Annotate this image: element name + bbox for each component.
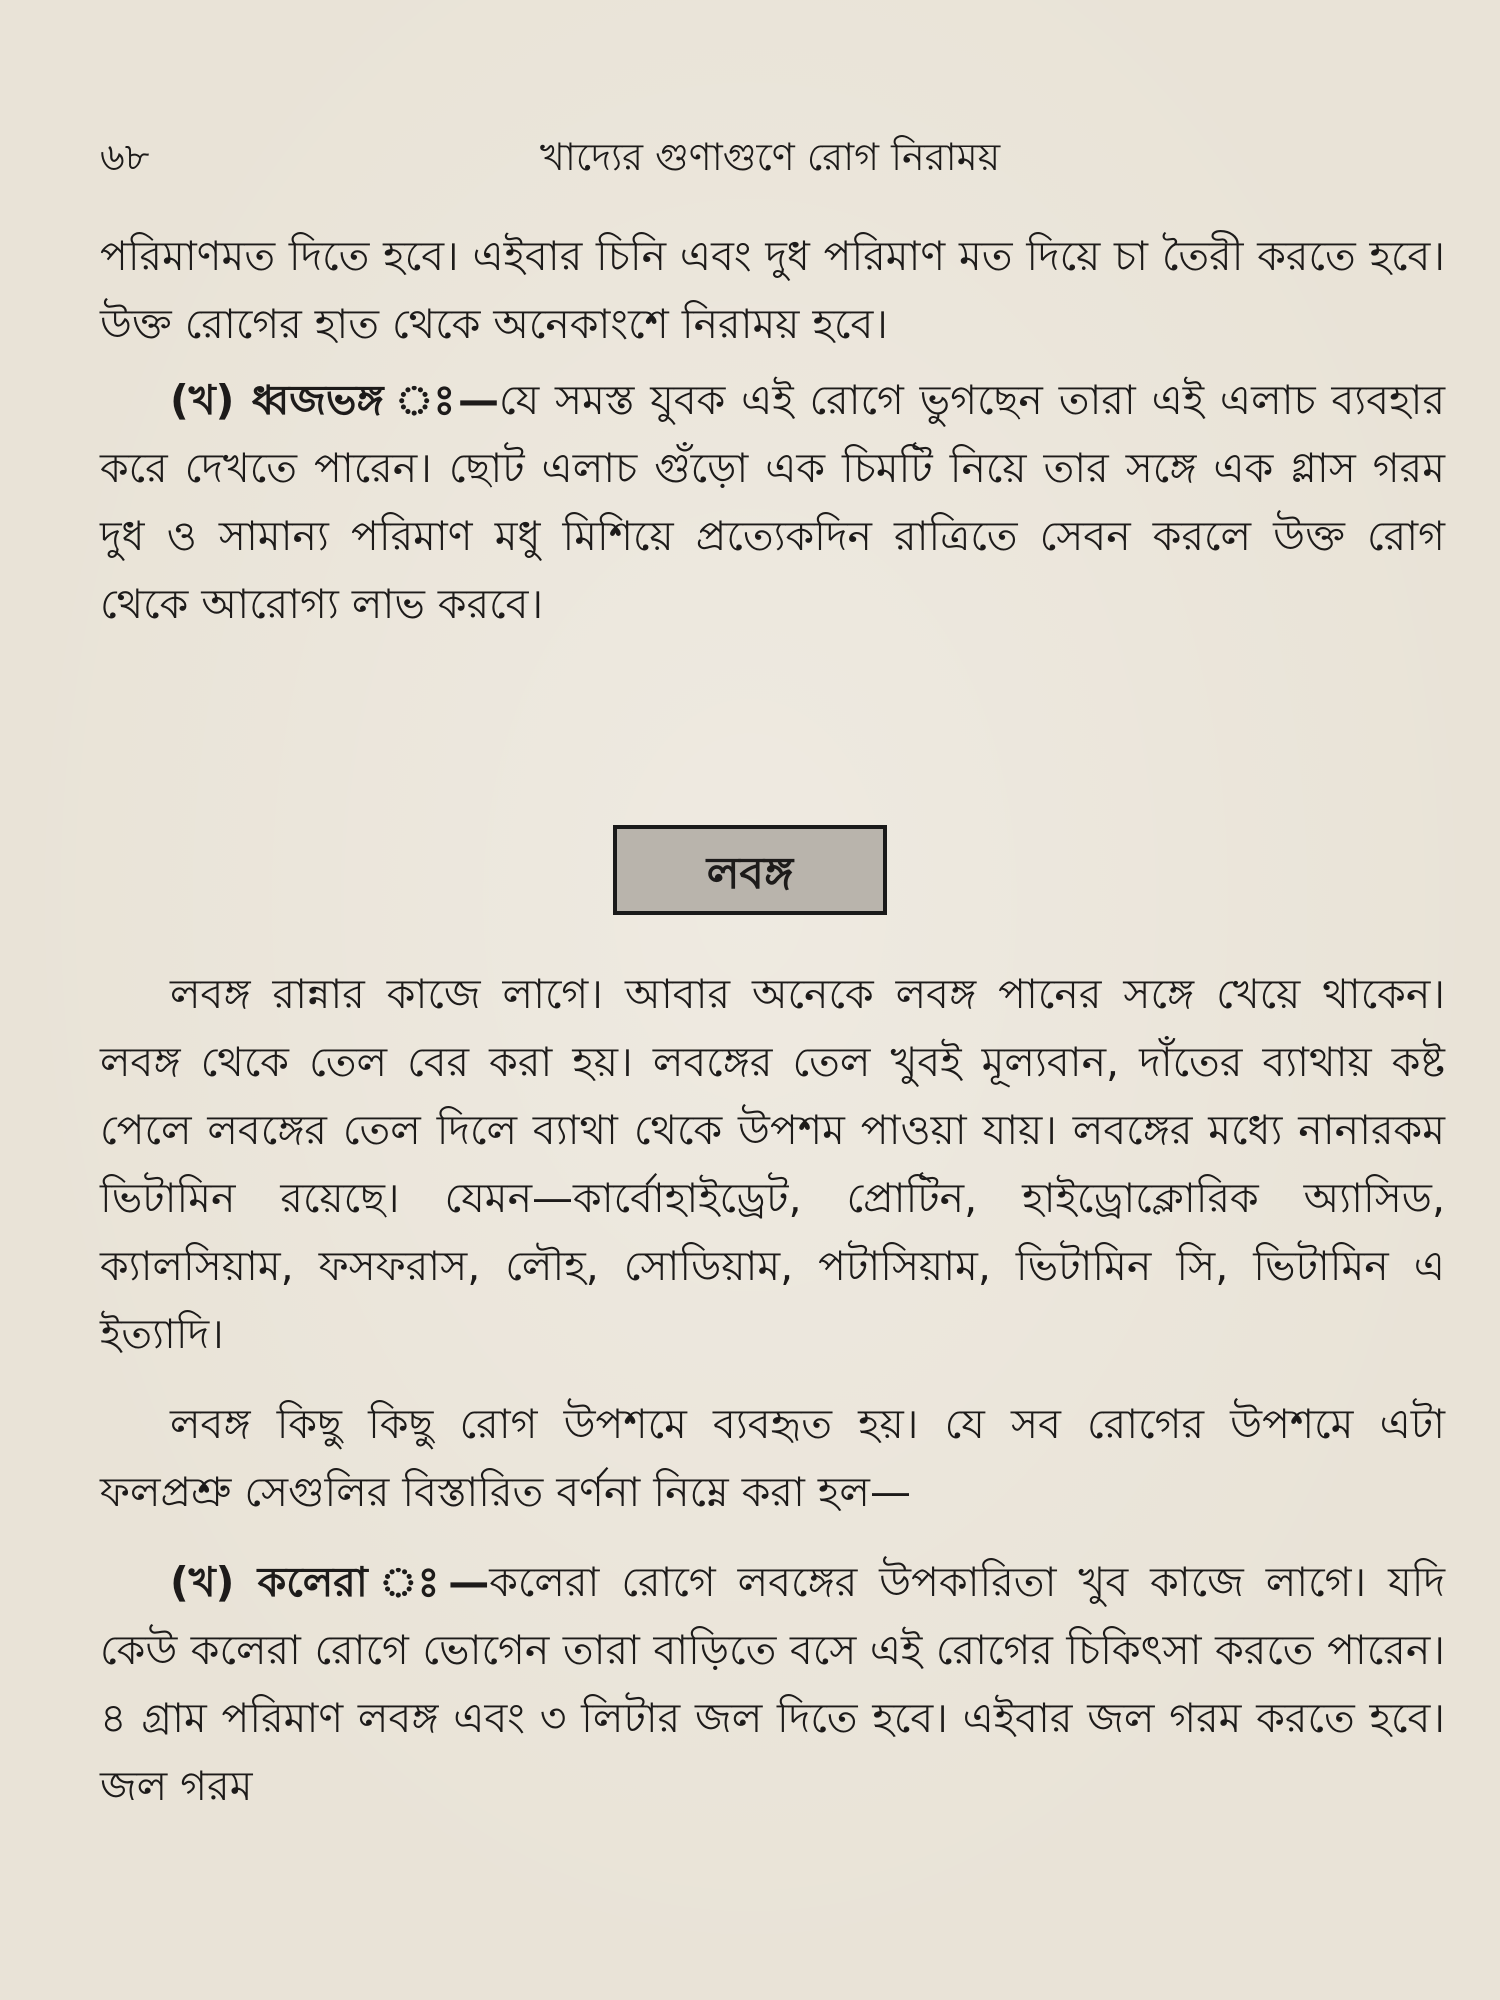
section-heading-box: লবঙ্গ	[613, 825, 887, 915]
paragraph-dhwajabhanga	[100, 366, 1445, 638]
section-heading-wrap	[0, 825, 1500, 915]
paragraph-dhwajabhanga-text: যে সমস্ত যুবক এই রোগে ভুগছেন তারা এই এলাচ ব্যবহার করে দেখতে পারেন। ছোট এলাচ গুঁড়ো এক চিমটি নিয়ে তার সঙ্গে এক গ্লাস গরম দুধ ও সামান্য পরিমাণ মধু মিশিয়ে প্রত্যেকদিন রাত্রিতে সেবন করলে উক্ত রোগ থেকে আরোগ্য লাভ করবে।	[100, 376, 1445, 628]
subheading-cholera: (খ) কলেরা ঃ—	[170, 1558, 490, 1606]
paragraph-continuation: পরিমাণমত দিতে হবে। এইবার চিনি এবং দুধ পরিমাণ মত দিয়ে চা তৈরী করতে হবে। উক্ত রোগের হাত থেকে অনেকাংশে নিরাময় হবে।	[100, 232, 1445, 348]
text-block-upper	[100, 222, 1445, 638]
text-block-lower	[100, 960, 1445, 1820]
paragraph-clove-intro: লবঙ্গ রান্নার কাজে লাগে। আবার অনেকে লবঙ্গ পানের সঙ্গে খেয়ে থাকেন। লবঙ্গ থেকে তেল বের করা হয়। লবঙ্গের তেল খুবই মূল্যবান, দাঁতের ব্যাথায় কষ্ট পেলে লবঙ্গের তেল দিলে ব্যাথা থেকে উপশম পাওয়া যায়। লবঙ্গের মধ্যে নানারকম ভিটামিন রয়েছে। যেমন—কার্বোহাইড্রেট, প্রোটিন, হাইড্রোক্লোরিক অ্যাসিড, ক্যালসিয়াম, ফসফরাস, লৌহ, সোডিয়াম, পটাসিয়াম, ভিটামিন সি, ভিটামিন এ ইত্যাদি।	[100, 970, 1445, 1358]
paragraph-cholera	[100, 1548, 1445, 1820]
running-title: খাদ্যের গুণাগুণে রোগ নিরাময়	[539, 135, 1001, 179]
page-header	[100, 128, 1440, 188]
paragraph-clove-uses: লবঙ্গ কিছু কিছু রোগ উপশমে ব্যবহৃত হয়। যে সব রোগের উপশমে এটা ফলপ্রশ্রু সেগুলির বিস্তারিত বর্ণনা নিম্নে করা হল—	[100, 1400, 1445, 1516]
paragraph-cholera-text: কলেরা রোগে লবঙ্গের উপকারিতা খুব কাজে লাগে। যদি কেউ কলেরা রোগে ভোগেন তারা বাড়িতে বসে এই রোগের চিকিৎসা করতে পারেন। ৪ গ্রাম পরিমাণ লবঙ্গ এবং ৩ লিটার জল দিতে হবে। এইবার জল গরম করতে হবে। জল গরম	[100, 1558, 1445, 1810]
page-number: ৬৮	[100, 135, 150, 179]
subheading-dhwajabhanga: (খ) ধ্বজভঙ্গ ঃ—	[170, 376, 499, 424]
